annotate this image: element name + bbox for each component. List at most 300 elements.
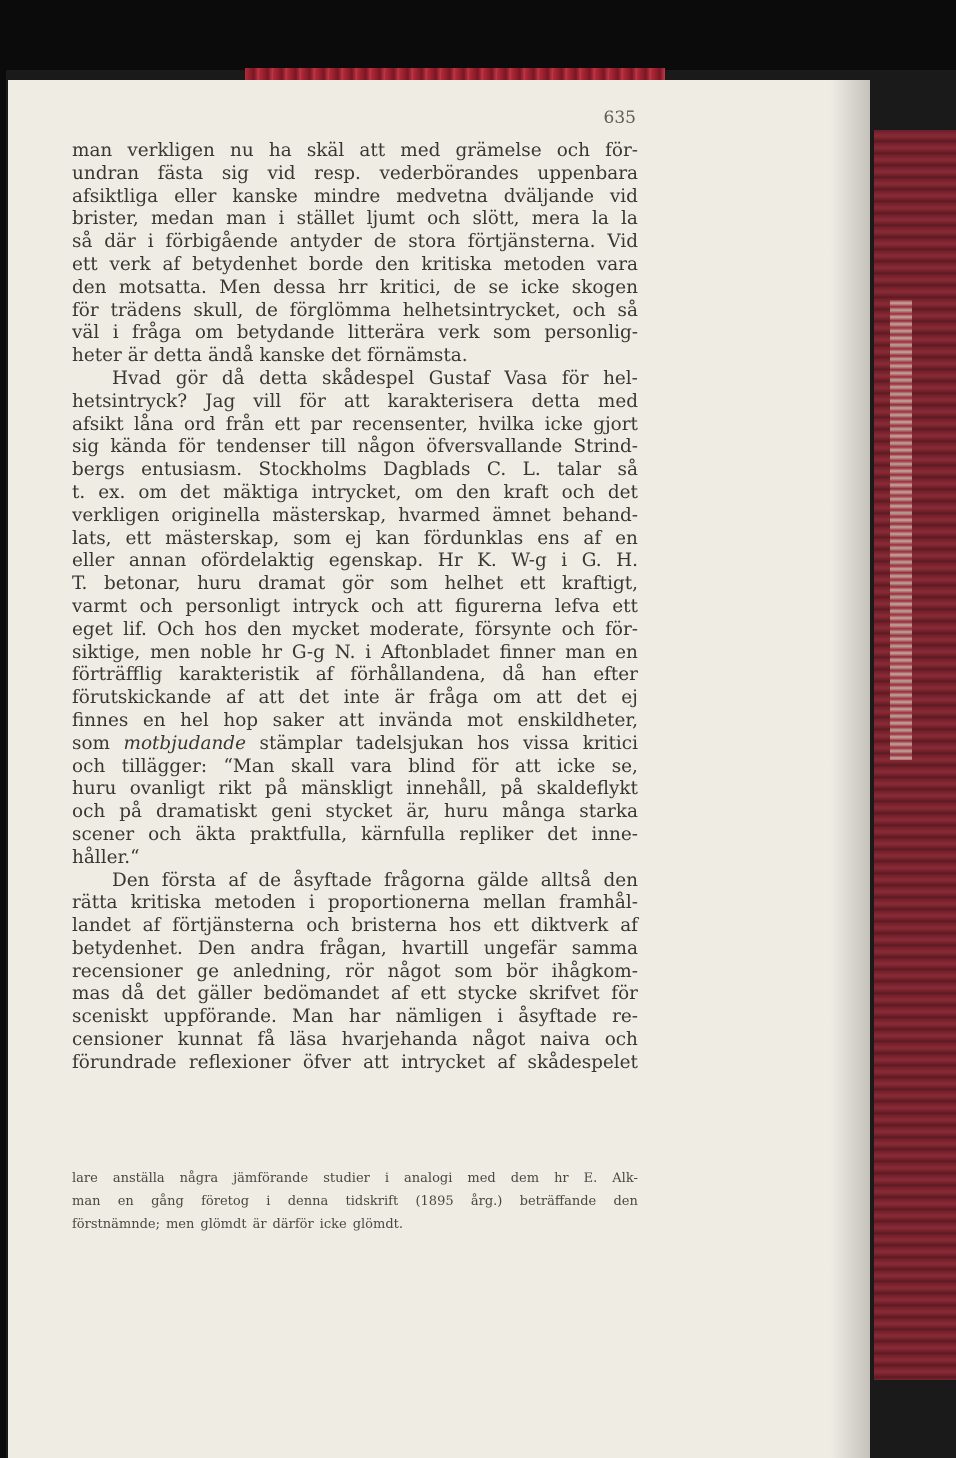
text-line [72, 436, 638, 459]
word: kanske [232, 185, 298, 207]
word: är [394, 687, 415, 709]
word: fördunklas [423, 527, 524, 549]
word: Hvad [112, 367, 162, 389]
word: fästa [157, 162, 204, 184]
text-line [72, 345, 638, 368]
word: den [455, 481, 491, 503]
word: brister, [72, 208, 139, 230]
word: betonar, [103, 573, 181, 595]
word: mas [72, 983, 110, 1005]
word: hvarmed [398, 504, 481, 526]
word: skådespelet [527, 1051, 638, 1073]
word: naiva [539, 1029, 591, 1051]
word: G-g [291, 641, 325, 663]
word: gång [151, 1193, 184, 1209]
word: för [178, 436, 205, 458]
word: kritici, [379, 276, 441, 298]
word: andra [250, 937, 305, 959]
text-line [72, 961, 638, 984]
word: förhållandena, [350, 664, 486, 686]
word: det [576, 687, 607, 709]
word: karakterisera [387, 390, 514, 412]
word: verk [438, 322, 480, 344]
word: Alk- [612, 1171, 638, 1186]
word: årg.) [470, 1193, 503, 1209]
word: anställa [112, 1171, 165, 1186]
word: tillägger: [121, 755, 208, 777]
word: för- [605, 140, 638, 161]
text-line [72, 1052, 638, 1075]
word: förträfflig [72, 664, 163, 686]
word: Aftonbladet [381, 641, 490, 663]
word: Den [112, 869, 150, 891]
word: studier [323, 1171, 370, 1186]
word: recensioner [72, 960, 183, 982]
word: skogen [571, 276, 638, 298]
word: L. [522, 459, 541, 481]
word: dramat [257, 573, 326, 595]
word: på [264, 778, 288, 800]
word: i [112, 322, 119, 344]
word: slött, [472, 208, 520, 230]
word: hvartill [401, 937, 469, 959]
word: det [179, 481, 210, 503]
word: man [72, 1193, 101, 1209]
word: karakteristik [179, 664, 299, 686]
word: att [536, 687, 562, 709]
word: för [561, 367, 589, 389]
word: lare [72, 1171, 98, 1186]
word: håller.“ [72, 846, 140, 868]
word: Stockholms [258, 459, 367, 481]
text-line [72, 300, 638, 323]
word: verk [109, 253, 151, 275]
word: fråga [428, 687, 479, 709]
word: kända [110, 436, 168, 458]
word: huru [197, 573, 242, 595]
footnote-line [72, 1193, 638, 1216]
word: beträffande [519, 1193, 597, 1209]
word: stycke [457, 983, 518, 1005]
word: huru [443, 801, 489, 823]
word: inne- [591, 823, 638, 845]
word: de [255, 299, 278, 321]
word: tadelsjukan [355, 732, 464, 754]
word: något [387, 960, 441, 982]
word: förbigående [165, 231, 278, 253]
word: finnes [72, 709, 129, 731]
word: ämnet [492, 504, 551, 526]
word: och [561, 618, 595, 640]
word: samma [571, 937, 638, 959]
word: praktfulla, [249, 823, 348, 845]
word: icke [319, 1216, 347, 1232]
word: jämförande [233, 1171, 309, 1186]
word: antyder [289, 231, 362, 253]
word: uppförande. [163, 1006, 277, 1028]
word: från [225, 413, 265, 435]
word: och [370, 595, 405, 617]
word: hel- [603, 367, 638, 389]
word: men [165, 1216, 195, 1232]
word: ex. [98, 481, 126, 503]
word: H. [616, 550, 638, 572]
word: blind [408, 755, 456, 777]
word: reflexioner [188, 1051, 291, 1073]
word: intrycket [401, 1051, 486, 1073]
word: och [572, 299, 606, 321]
word: de [373, 231, 397, 253]
text-line [72, 1029, 638, 1052]
word: kritici [582, 732, 638, 754]
word: få [257, 1029, 276, 1051]
word: till [321, 436, 347, 458]
word: kritiska [130, 892, 202, 914]
word: diktverk [530, 915, 609, 937]
word: om [138, 481, 167, 503]
word: repliker [459, 823, 534, 845]
text-line [72, 368, 638, 391]
text-line [72, 870, 638, 893]
word: och [72, 801, 106, 823]
word: Jag [205, 390, 236, 412]
text-line [72, 208, 638, 231]
word: som [390, 573, 428, 595]
word: i [308, 892, 315, 914]
word: den [603, 869, 638, 891]
word: med [597, 390, 638, 412]
word: mästerskap, [165, 527, 280, 549]
word: siktige, [72, 641, 141, 663]
text-line [72, 596, 638, 619]
word: lefva [554, 595, 600, 617]
word: noble [200, 641, 252, 663]
word: alltså [540, 869, 592, 891]
word: mera [531, 208, 580, 230]
word: den [613, 1193, 638, 1209]
word: att [338, 709, 365, 731]
word: tidskrift [345, 1193, 399, 1209]
text-line [72, 528, 638, 551]
word: rikt [218, 778, 252, 800]
word: det [155, 983, 186, 1005]
text-line [72, 482, 638, 505]
word: företog [201, 1193, 250, 1209]
word: la [591, 208, 609, 230]
word: och [604, 1029, 638, 1051]
page-gutter-shadow [830, 80, 870, 1458]
binding-pattern [890, 300, 912, 760]
word: gäller [197, 983, 252, 1005]
word: man [72, 140, 113, 161]
word: detta [531, 390, 580, 412]
word: att [343, 390, 370, 412]
word: betydande [236, 322, 335, 344]
word: hos [449, 915, 482, 937]
word: afsiktliga [72, 185, 159, 207]
word: gälde [477, 869, 529, 891]
word: egenskap. [328, 550, 424, 572]
word: G. [581, 550, 602, 572]
word: en [615, 527, 638, 549]
word: om [492, 687, 522, 709]
word: dramatiskt [155, 801, 258, 823]
text-line [72, 983, 638, 1006]
word: ungefär [483, 937, 557, 959]
word: ett [493, 915, 519, 937]
word: skaldeflykt [536, 778, 638, 800]
word: mycket [291, 618, 360, 640]
word: men [150, 641, 191, 663]
word: och [139, 595, 173, 617]
word: något [472, 1029, 526, 1051]
footnote-line [72, 1170, 638, 1193]
text-line [72, 756, 638, 779]
word: sig [221, 162, 249, 184]
word: detta [259, 367, 308, 389]
word: innehåll, [406, 778, 488, 800]
word: personligt [185, 595, 281, 617]
word: bergs [72, 459, 125, 481]
word: trädens [110, 299, 182, 321]
word: fråga [132, 322, 182, 344]
word: “Man [223, 755, 275, 777]
text-line [72, 938, 638, 961]
word: helhetsintrycket, [402, 299, 561, 321]
word: förnämsta. [366, 345, 468, 367]
word: skall [290, 755, 335, 777]
word: stället [296, 208, 355, 230]
word: det [330, 345, 361, 367]
word: denna [287, 1193, 329, 1209]
word: framhål- [559, 892, 638, 914]
word: af [225, 687, 244, 709]
word: med [400, 140, 441, 161]
word: första [161, 869, 217, 891]
word: re- [612, 1006, 638, 1028]
word: därför [272, 1216, 314, 1232]
word: originella [171, 504, 261, 526]
word: gjort [593, 413, 638, 435]
word: har [348, 1006, 381, 1028]
word: för [299, 390, 326, 412]
word: tendenser [216, 436, 310, 458]
word: personlig- [544, 322, 638, 344]
text-line [72, 414, 638, 437]
word: då [502, 664, 526, 686]
word: figurerna [455, 595, 543, 617]
word: Hr [437, 550, 463, 572]
word: K. [477, 550, 497, 572]
word: metoden [214, 892, 296, 914]
word: den [375, 253, 410, 275]
word: förutskickande [72, 687, 212, 709]
word: ett [612, 595, 638, 617]
word: vid [609, 185, 638, 207]
text-line [72, 277, 638, 300]
word: vara [350, 755, 392, 777]
word: ha [268, 140, 292, 161]
word: där [104, 231, 136, 253]
book-binding [874, 130, 956, 1380]
word: mäktiga [222, 481, 299, 503]
word: om [414, 481, 443, 503]
word: icke [557, 755, 596, 777]
word: den [247, 618, 282, 640]
word: mänskligt [301, 778, 393, 800]
word: kraftigt, [562, 573, 638, 595]
word: censioner [72, 1029, 163, 1051]
word: är [252, 1216, 267, 1232]
word: bör [506, 960, 538, 982]
word: vid [267, 162, 296, 184]
word: C. [486, 459, 507, 481]
body-text [72, 140, 638, 1075]
word: förtjänsterna. [467, 231, 596, 253]
word: resp. [314, 162, 361, 184]
word: se [488, 276, 509, 298]
word: ofördelaktig [200, 550, 315, 572]
word: par [310, 413, 342, 435]
word: huru [72, 778, 117, 800]
word: glömdt. [352, 1216, 403, 1232]
text-line [72, 801, 638, 824]
word: äkta [195, 823, 236, 845]
word: hvarjehanda [341, 1029, 458, 1051]
word: man [226, 208, 267, 230]
word: att [514, 755, 541, 777]
word: ett [274, 413, 301, 435]
word: förglömma [289, 299, 391, 321]
word: och [148, 823, 182, 845]
word: grämelse [455, 140, 542, 161]
word: motbjudande [123, 732, 246, 754]
word: ljumt [366, 208, 415, 230]
word: kritiska [421, 253, 492, 275]
word: en [615, 641, 638, 663]
text-line [72, 892, 638, 915]
word: enskildheter, [517, 709, 638, 731]
word: läsa [289, 1029, 327, 1051]
word: den [72, 276, 107, 298]
word: talar [557, 459, 602, 481]
footnote-line [72, 1216, 638, 1239]
word: att [258, 687, 285, 709]
word: glömdt [200, 1216, 247, 1232]
word: intryck [292, 595, 359, 617]
word: om [194, 322, 224, 344]
word: i [384, 1171, 390, 1186]
word: åsyftade [293, 869, 372, 891]
word: förtjänsterna [172, 915, 295, 937]
text-line [72, 505, 638, 528]
word: metoden [503, 253, 586, 275]
word: för [611, 983, 638, 1005]
word: geni [271, 801, 312, 823]
word: att [363, 1051, 389, 1073]
word: på [119, 801, 142, 823]
word: varmt [72, 595, 127, 617]
word: i [266, 1193, 271, 1209]
word: förundrade [72, 1051, 177, 1073]
word: är, [406, 801, 430, 823]
text-line [72, 391, 638, 414]
word: hvilka [478, 413, 535, 435]
word: gör [175, 367, 208, 389]
word: afsikt [72, 413, 124, 435]
word: så [617, 299, 638, 321]
word: ett [125, 527, 152, 549]
word: och [427, 208, 461, 230]
word: försynte [474, 618, 552, 640]
word: N. [334, 641, 356, 663]
word: då [121, 983, 145, 1005]
word: lif. [123, 618, 147, 640]
word: dem [510, 1171, 540, 1186]
word: väl [72, 322, 100, 344]
word: och [556, 140, 590, 161]
text-line [72, 550, 638, 573]
word: rätta [72, 892, 118, 914]
word: medvetna [396, 185, 488, 207]
word: annan [128, 550, 187, 572]
word: af [390, 983, 409, 1005]
text-line [72, 664, 638, 687]
word: litterära [347, 322, 425, 344]
word: hr [261, 641, 283, 663]
word: Den [197, 937, 236, 959]
word: en [117, 1193, 134, 1209]
text-line [72, 163, 638, 186]
word: finner [499, 641, 556, 663]
word: så [617, 459, 638, 481]
text-line [72, 459, 638, 482]
word: af [228, 869, 247, 891]
word: kraft [503, 481, 549, 503]
word: Och [157, 618, 195, 640]
word: hel [180, 709, 209, 731]
word: starka [579, 801, 638, 823]
text-line [72, 824, 638, 847]
word: Gustaf [428, 367, 490, 389]
word: frågan, [319, 937, 387, 959]
word: låna [133, 413, 174, 435]
word: dessa [273, 276, 326, 298]
word: betydenhet. [72, 937, 183, 959]
word: lats, [72, 527, 112, 549]
word: E. [583, 1171, 598, 1186]
word: dväljande [503, 185, 594, 207]
word: bristerna [351, 915, 438, 937]
word: skrifvet [528, 983, 600, 1005]
footnote [72, 1170, 638, 1238]
word: ord [183, 413, 216, 435]
word: heter [72, 345, 122, 367]
word: Man [292, 1006, 334, 1028]
word: icke [521, 276, 560, 298]
word: invända [378, 709, 453, 731]
word: gör [341, 573, 374, 595]
word: ovanligt [129, 778, 205, 800]
word: stora [408, 231, 456, 253]
word: scener [72, 823, 135, 845]
word: af [497, 1051, 516, 1073]
word: och [306, 915, 340, 937]
word: Men [219, 276, 261, 298]
word: de [258, 869, 281, 891]
word: detta [153, 345, 202, 367]
text-line [72, 733, 638, 756]
